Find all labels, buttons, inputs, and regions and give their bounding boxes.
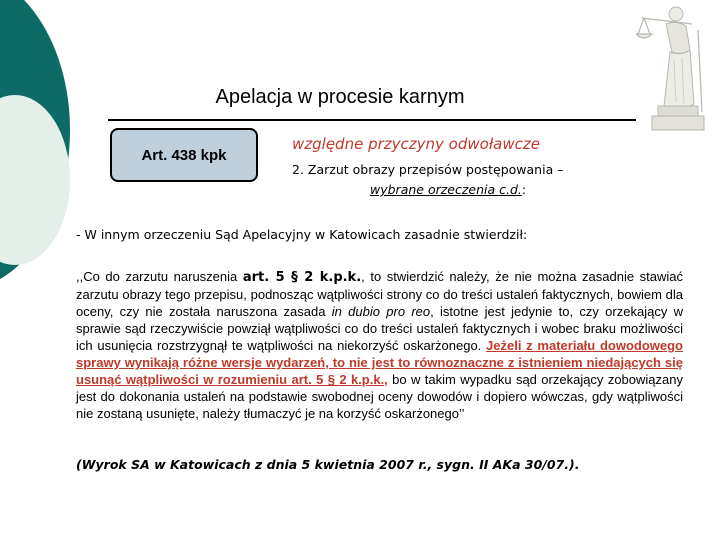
court-quote <box>76 268 683 422</box>
subheading-colon: : <box>521 182 527 197</box>
article-box <box>110 128 258 182</box>
bullet-line <box>76 227 527 242</box>
subheading-continuation <box>370 182 526 197</box>
quote-part-2: , to stwierdzić należy, że nie można zasadnie stawiać zarzutu obrazy tego przepisu, podnosząc wątpliwości strony co do treści ustaleń faktycznych, bowiem dla oceny, czy nie została naruszona zasada <box>76 269 683 319</box>
slide-title: Apelacja w procesie karnym <box>215 86 465 108</box>
quote-part-1: ,,Co do zarzutu naruszenia <box>76 269 243 284</box>
subheading-underlined: wybrane orzeczenia c.d. <box>370 182 522 197</box>
article-box-label: Art. 438 kpk <box>141 146 227 164</box>
quote-latin-phrase: in dubio pro reo <box>331 304 431 319</box>
quote-part-4: bo w takim wypadku sąd orzekający zobowiązany jest do dokonania ustaleń na podstawie swobodnej oceny dowodów i dopiero wówczas, gdy wątpliwości nie zostaną usunięte, należy tłumaczyć je na korzyść oskarżonego’’ <box>76 372 683 421</box>
bullet-text: W innym orzeczeniu Sąd Apelacyjny w Katowicach zasadnie stwierdził: <box>84 227 528 242</box>
section-heading: względne przyczyny odwoławcze <box>292 135 540 153</box>
quote-highlight: Jeżeli z materiału dowodowego sprawy wynikają różne wersje wydarzeń, to nie jest to równoznaczne z istnieniem niedających się usunąć wątpliwości w rozumieniu art. 5 § 2 k.p.k., <box>76 338 683 387</box>
bullet-dash: - <box>76 227 81 242</box>
quote-article-reference: art. 5 § 2 k.p.k. <box>242 270 362 285</box>
judgment-citation: (Wyrok SA w Katowicach z dnia 5 kwietnia 2007 r., sygn. II AKa 30/07.). <box>76 457 580 472</box>
title-divider <box>108 119 636 121</box>
quote-part-3: , istotne jest jedynie to, czy orzekający w sprawie sąd rzeczywiście powziął wątpliwości co do treści ustaleń faktycznych i wobec braku możliwości ich usunięcia rozstrzygnął te wątpliwości na niekorzyść oskarżonego. <box>76 304 683 353</box>
subheading-line: 2. Zarzut obrazy przepisów postępowania – <box>292 162 564 177</box>
justitia-statue-icon <box>636 0 708 138</box>
